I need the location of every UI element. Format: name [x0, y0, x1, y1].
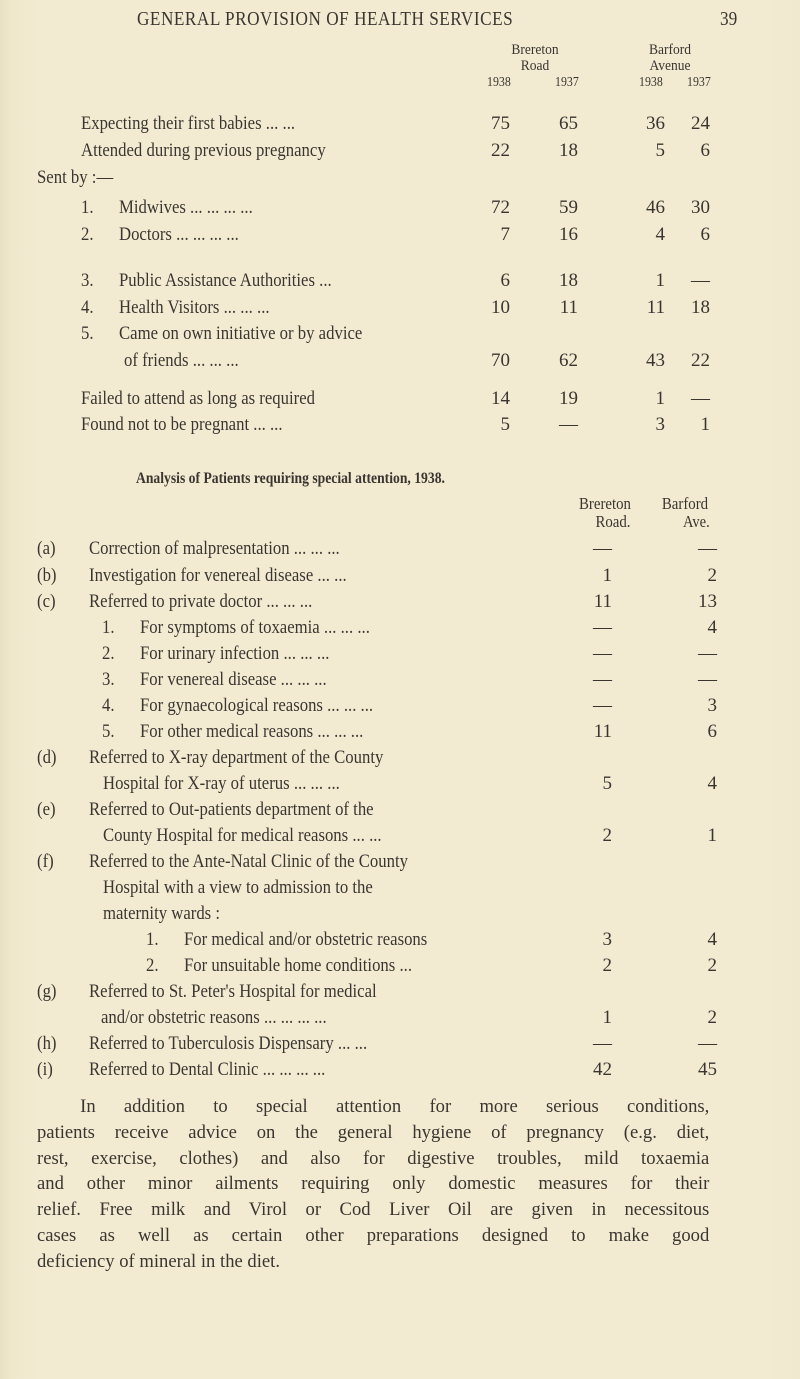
table-row-label-cont: and/or obstetric reasons ... ... ... ...: [101, 1007, 327, 1028]
table-row-label-cont: Hospital for X-ray of uterus ... ... ...: [103, 773, 340, 794]
table-cell: 72: [491, 197, 510, 218]
table-row-label: For unsuitable home conditions ...: [184, 955, 413, 976]
table-cell: 3: [602, 929, 612, 950]
row-key: (a): [37, 538, 56, 559]
year-header: 1938: [487, 75, 511, 90]
table-row-label-cont: Hospital with a view to admission to the: [103, 877, 373, 898]
paragraph-line: and other minor ailments requiring only domestic measures for their: [37, 1173, 710, 1195]
table-cell: 43: [646, 350, 665, 371]
table-cell: 5: [602, 773, 612, 794]
table-cell: —: [593, 669, 612, 690]
row-key: (c): [37, 591, 56, 612]
table-cell: —: [698, 669, 717, 690]
table-cell: 13: [698, 591, 717, 612]
sent-by-heading: Sent by :—: [37, 167, 114, 188]
table-row-label: Referred to the Ante-Natal Clinic of the County: [89, 851, 408, 872]
table-row-label: Referred to Tuberculosis Dispensary ... ...: [89, 1033, 368, 1054]
table-row-label: Found not to be pregnant ... ...: [81, 414, 283, 435]
table-row-label: Midwives ... ... ... ...: [119, 197, 253, 218]
table-cell: 4: [707, 929, 717, 950]
table-cell: 2: [707, 1007, 717, 1028]
table-cell: 11: [593, 591, 612, 612]
running-title: GENERAL PROVISION OF HEALTH SERVICES: [137, 8, 514, 30]
table-cell: 24: [691, 113, 710, 134]
table-cell: 3: [707, 695, 717, 716]
table-cell: 1: [700, 414, 710, 435]
table-row-label: For urinary infection ... ... ...: [140, 643, 330, 664]
col-group-brereton: [486, 42, 585, 59]
paragraph-line: In addition to special attention for more serious conditions,: [80, 1096, 710, 1117]
col-group-brereton-line2: Road: [520, 58, 550, 74]
table-cell: 22: [691, 350, 710, 371]
table-cell: 75: [491, 113, 510, 134]
table-cell: —: [698, 538, 717, 559]
list-number: 1.: [81, 197, 94, 218]
list-number: 2.: [81, 224, 94, 245]
table-row-label: Referred to St. Peter's Hospital for medical: [89, 981, 377, 1002]
paragraph-line: deficiency of mineral in the diet.: [37, 1250, 281, 1272]
table-cell: 7: [500, 224, 510, 245]
table-cell: 2: [602, 955, 612, 976]
list-number: 5.: [81, 323, 94, 344]
table-cell: 4: [707, 617, 717, 638]
table-cell: 11: [646, 297, 665, 318]
table-row-label: Expecting their first babies ... ...: [81, 113, 296, 134]
table-cell: 10: [491, 297, 510, 318]
row-key: (e): [37, 799, 56, 820]
list-number: 1.: [102, 617, 115, 638]
page-number: 39: [720, 8, 738, 30]
list-number: 2.: [102, 643, 115, 664]
table-cell: 6: [500, 270, 510, 291]
table-cell: 6: [700, 140, 710, 161]
col-header-brereton: Brereton: [579, 494, 631, 513]
table-cell: 11: [593, 721, 612, 742]
table-cell: —: [593, 1033, 612, 1054]
table-row-label: Health Visitors ... ... ...: [119, 297, 270, 318]
list-number: 4.: [102, 695, 115, 716]
list-number: 5.: [102, 721, 115, 742]
table-cell: 3: [655, 414, 665, 435]
table-row-label: Doctors ... ... ... ...: [119, 224, 239, 245]
table-cell: —: [593, 643, 612, 664]
table-cell: 30: [691, 197, 710, 218]
table-cell: 70: [491, 350, 510, 371]
list-number: 3.: [81, 270, 94, 291]
table-cell: 5: [500, 414, 510, 435]
table-cell: 6: [707, 721, 717, 742]
paragraph-line: relief. Free milk and Virol or Cod Liver Oil are given in necessitous: [37, 1199, 710, 1221]
list-number: 2.: [146, 955, 159, 976]
table-cell: 65: [559, 113, 578, 134]
table-row-label-cont: County Hospital for medical reasons ... ...: [103, 825, 382, 846]
table-row-label: Correction of malpresentation ... ... ...: [89, 538, 340, 559]
row-key: (f): [37, 851, 54, 872]
row-key: (b): [37, 565, 57, 586]
table-cell: 1: [602, 1007, 612, 1028]
table-cell: 11: [559, 297, 578, 318]
col-header-ave: Ave.: [683, 512, 710, 531]
table-cell: 2: [707, 565, 717, 586]
table-row-label: Investigation for venereal disease ... ...: [89, 565, 347, 586]
body-paragraph: [37, 1094, 709, 1275]
table-row-label-cont: of friends ... ... ...: [124, 350, 239, 371]
table-cell: 1: [655, 388, 665, 409]
col-header-barford: Barford: [661, 494, 709, 513]
list-number: 1.: [146, 929, 159, 950]
table-cell: 18: [559, 140, 578, 161]
row-key: (d): [37, 747, 57, 768]
table-row-label: For symptoms of toxaemia ... ... ...: [140, 617, 370, 638]
table-cell: 46: [646, 197, 665, 218]
table-cell: —: [593, 538, 612, 559]
paragraph-line: cases as well as certain other preparations designed to make good: [37, 1224, 710, 1246]
col-header-road: Road.: [595, 512, 631, 531]
row-key: (i): [37, 1059, 53, 1080]
table-row-label: Attended during previous pregnancy: [81, 140, 326, 161]
table-row-label: Referred to X-ray department of the County: [89, 747, 384, 768]
row-key: (g): [37, 981, 57, 1002]
table-cell: 16: [559, 224, 578, 245]
table-cell: 2: [707, 955, 717, 976]
table-row-label-cont: maternity wards :: [103, 903, 221, 924]
section-title: Analysis of Patients requiring special attention, 1938.: [136, 470, 445, 487]
table-cell: 59: [559, 197, 578, 218]
col-group-barford-line2: Avenue: [649, 58, 691, 74]
table-cell: —: [691, 388, 710, 409]
table-row-label: For medical and/or obstetric reasons: [184, 929, 428, 950]
table-cell: 62: [559, 350, 578, 371]
table-row-label: Referred to Out-patients department of the: [89, 799, 374, 820]
table-cell: —: [691, 270, 710, 291]
paragraph-line: patients receive advice on the general hygiene of pregnancy (e.g. diet,: [37, 1121, 710, 1143]
table-cell: 18: [559, 270, 578, 291]
table-row-label: Failed to attend as long as required: [81, 388, 316, 409]
table-cell: —: [698, 643, 717, 664]
table-cell: 36: [646, 113, 665, 134]
table-row-label: Came on own initiative or by advice: [119, 323, 363, 344]
table-cell: —: [559, 414, 578, 435]
col-group-barford: Barford: [649, 42, 691, 58]
table-cell: —: [593, 695, 612, 716]
table-cell: 18: [691, 297, 710, 318]
table-row-label: Referred to private doctor ... ... ...: [89, 591, 313, 612]
table-cell: 4: [655, 224, 665, 245]
table-cell: 1: [707, 825, 717, 846]
list-number: 3.: [102, 669, 115, 690]
table-row-label: For venereal disease ... ... ...: [140, 669, 327, 690]
year-header: 1937: [687, 75, 711, 90]
list-number: 4.: [81, 297, 94, 318]
year-header: 1938: [639, 75, 663, 90]
table-cell: 14: [491, 388, 510, 409]
table-cell: 22: [491, 140, 510, 161]
table-cell: 19: [559, 388, 578, 409]
table-row-label: Public Assistance Authorities ...: [119, 270, 332, 291]
table-cell: 5: [655, 140, 665, 161]
col-group-line1: Brereton: [511, 42, 559, 58]
paragraph-line: rest, exercise, clothes) and also for digestive troubles, mild toxaemia: [37, 1147, 710, 1169]
table-cell: —: [593, 617, 612, 638]
table-cell: 6: [700, 224, 710, 245]
table-cell: 45: [698, 1059, 717, 1080]
year-header: 1937: [555, 75, 579, 90]
table-cell: 2: [602, 825, 612, 846]
table-cell: —: [698, 1033, 717, 1054]
row-key: (h): [37, 1033, 57, 1054]
table-row-label: For other medical reasons ... ... ...: [140, 721, 364, 742]
table-row-label: Referred to Dental Clinic ... ... ... ...: [89, 1059, 326, 1080]
table-cell: 1: [602, 565, 612, 586]
table-cell: 42: [593, 1059, 612, 1080]
table-cell: 4: [707, 773, 717, 794]
table-cell: 1: [655, 270, 665, 291]
table-row-label: For gynaecological reasons ... ... ...: [140, 695, 374, 716]
